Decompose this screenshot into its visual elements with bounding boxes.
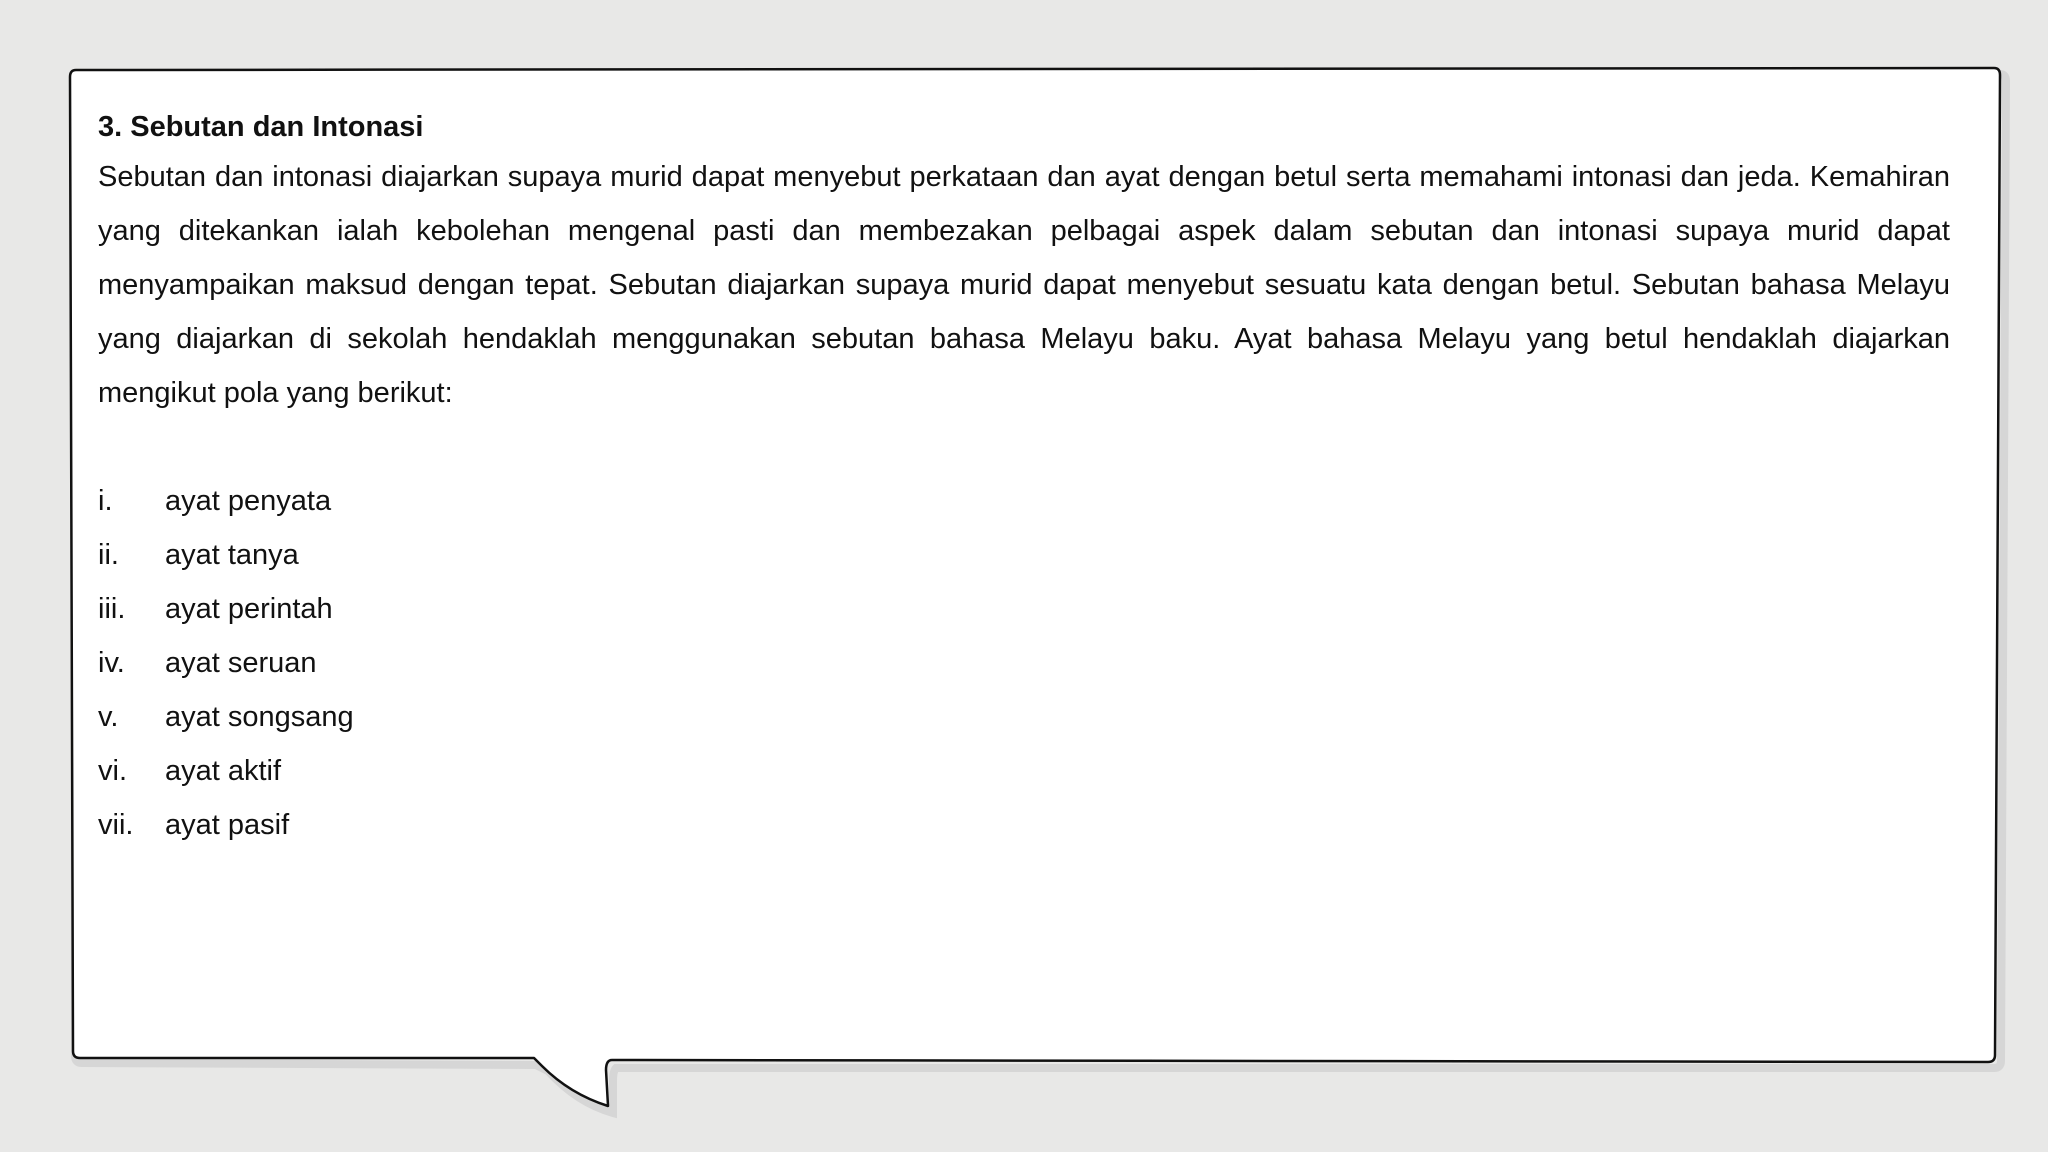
section-paragraph: Sebutan dan intonasi diajarkan supaya murid dapat menyebut perkataan dan ayat dengan betul serta memahami intonasi dan jeda. Kemahiran yang ditekankan ialah kebolehan mengenal pasti dan membezakan pelbagai aspek dalam sebutan dan intonasi supaya murid dapat menyampaikan maksud dengan tepat. Sebutan diajarkan supaya murid dapat menyebut sesuatu kata dengan betul. Sebutan bahasa Melayu yang diajarkan di sekolah hendaklah menggunakan sebutan bahasa Melayu baku. Ayat bahasa Melayu yang betul hendaklah diajarkan mengikut pola yang berikut: [98, 161, 1950, 409]
list-item-text: ayat tanya [165, 539, 299, 571]
list-item-text: ayat pasif [165, 809, 290, 841]
list-item-number: iv. [98, 647, 125, 679]
list-item-number: vii. [98, 809, 134, 841]
list-item [98, 474, 1950, 528]
list-item-text: ayat songsang [165, 701, 354, 733]
list-item-number: iii. [98, 593, 126, 625]
list-item [98, 744, 1950, 798]
list-item-number: ii. [98, 539, 119, 571]
list-item-text: ayat penyata [165, 485, 332, 517]
list-item [98, 690, 1950, 744]
sentence-pattern-list [98, 474, 1950, 852]
list-item [98, 636, 1950, 690]
list-item-text: ayat aktif [165, 755, 282, 787]
list-item [98, 582, 1950, 636]
list-item [98, 798, 1950, 852]
list-item [98, 528, 1950, 582]
section-content [98, 108, 1950, 852]
list-item-text: ayat seruan [165, 647, 317, 679]
list-item-number: i. [98, 485, 113, 517]
list-item-number: v. [98, 701, 119, 733]
list-item-text: ayat perintah [165, 593, 333, 625]
section-heading: 3. Sebutan dan Intonasi [98, 111, 424, 143]
list-item-number: vi. [98, 755, 127, 787]
